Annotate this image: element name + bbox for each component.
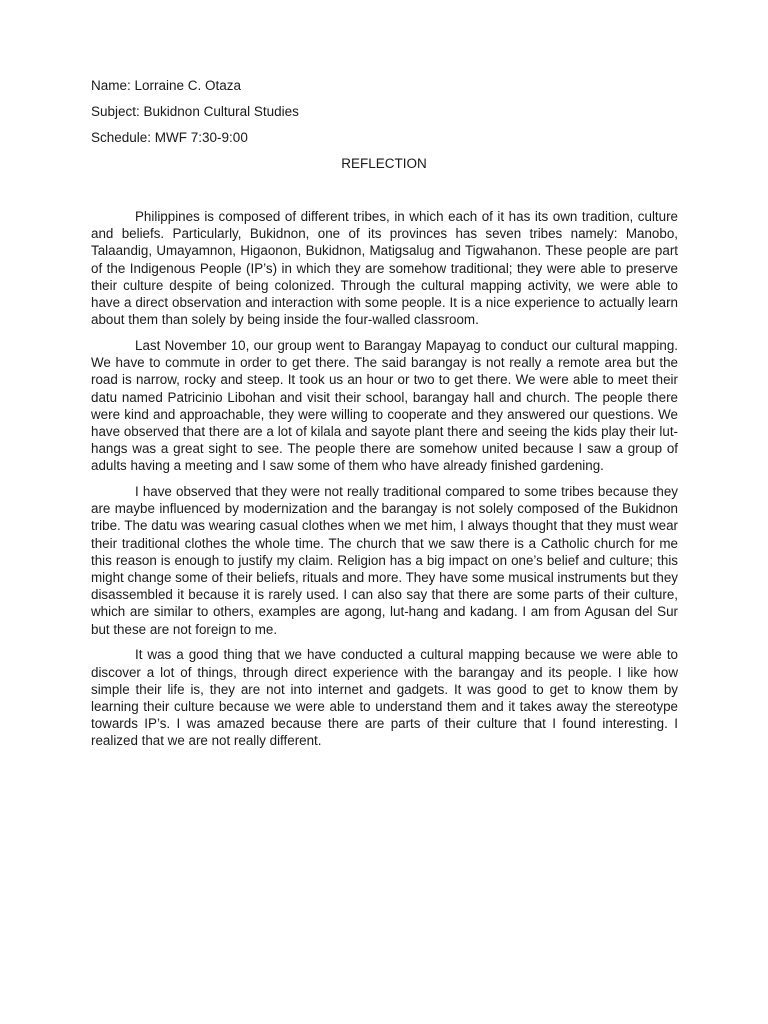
subject-line: Subject: Bukidnon Cultural Studies: [91, 104, 299, 119]
document-title: REFLECTION: [341, 156, 427, 171]
paragraph-visit: Last November 10, our group went to Barangay Mapayag to conduct our cultural mapping. We have to commute in order to get there. The said barangay is not really a remote area but the road is narrow, rocky and steep. It took us an hour or two to get there. We were able to meet their datu named Patricinio Libohan and visit their school, barangay hall and church. The people there were kind and approachable, they were willing to cooperate and they answered our questions. We have observed that there are a lot of kilala and sayote plant there and seeing the kids play their lut-hangs was a great sight to see. The people there are somehow united because I saw a group of adults having a meeting and I saw some of them who have already finished gardening.: [91, 337, 678, 474]
paragraph-conclusion: It was a good thing that we have conducted a cultural mapping because we were able to discover a lot of things, through direct experience with the barangay and its people. I like how simple their life is, they are not into internet and gadgets. It was good to get to know them by learning their culture because we were able to understand them and it takes away the stereotype towards IP’s. I was amazed because there are parts of their culture that I found interesting. I realized that we are not really different.: [91, 647, 678, 749]
paragraph-intro: Philippines is composed of different tribes, in which each of it has its own tradition, culture and beliefs. Particularly, Bukidnon, one of its provinces has seven tribes namely: Manobo, Talaandig, Umayamnon, Higaonon, Bukidnon, Matigsalug and Tigwahanon. These people are part of the Indigenous People (IP’s) in which they are somehow traditional; they were able to preserve their culture despite of being colonized. Through the cultural mapping activity, we were able to have a direct observation and interaction with some people. It is a nice experience to actually learn about them than solely by being inside the four-walled classroom.: [91, 209, 678, 328]
reflection-body: [91, 208, 678, 758]
paragraph-observations: I have observed that they were not really traditional compared to some tribes because they are maybe influenced by modernization and the barangay is not solely composed of the Bukidnon tribe. The datu was wearing casual clothes when we met him, I always thought that they must wear their traditional clothes the whole time. The church that we saw there is a Catholic church for me this reason is enough to justify my claim. Religion has a big impact on one’s belief and culture; this might change some of their beliefs, rituals and more. They have some musical instruments but they disassembled it because it is rarely used. I can also say that there are some parts of their culture, which are similar to others, examples are agong, lut-hang and kadang. I am from Agusan del Sur but these are not foreign to me.: [91, 484, 678, 637]
name-line: Name: Lorraine C. Otaza: [91, 78, 242, 93]
schedule-line: Schedule: MWF 7:30-9:00: [91, 130, 248, 145]
